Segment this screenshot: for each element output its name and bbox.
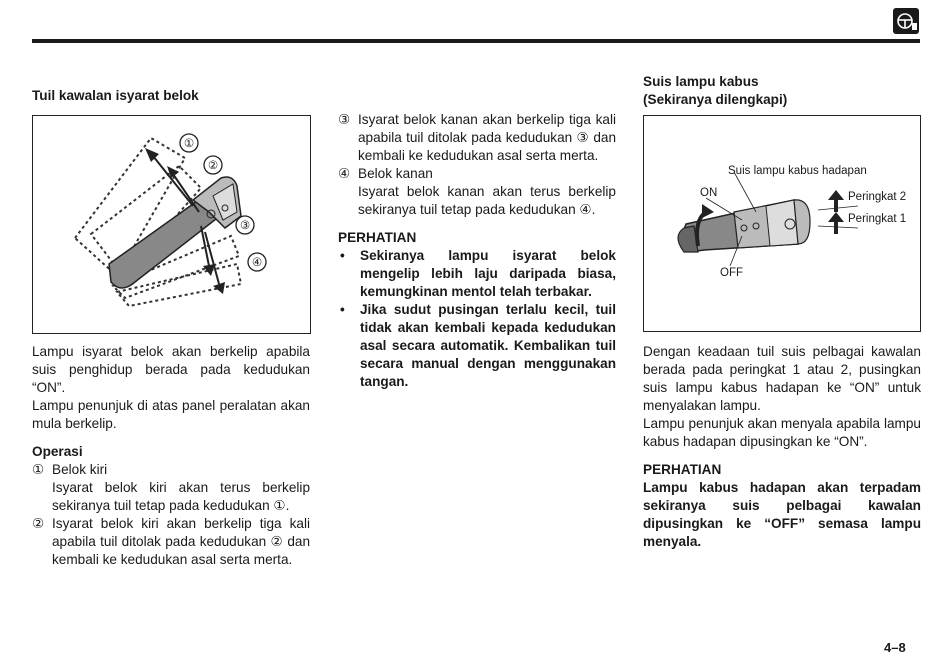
- op-item-1-text: Isyarat belok kiri akan terus berkelip sekiranya tuil tetap pada kedudukan ①.: [52, 480, 310, 513]
- op-item-2-text: Isyarat belok kiri akan berkelip tiga kali apabila tuil ditolak pada kedudukan ② dan kembali ke kedudukan asal serta merta.: [52, 516, 310, 567]
- op-item-2: [32, 515, 310, 569]
- bullet-marker: •: [340, 248, 345, 263]
- op-item-2-marker: ②: [32, 516, 45, 531]
- figure-label-3: ③: [239, 220, 251, 232]
- fog-lamp-subtitle: (Sekiranya dilengkapi): [643, 92, 788, 107]
- op-item-4: [338, 165, 616, 183]
- perhatian-bullet-1: [338, 247, 616, 301]
- header-rule: [32, 39, 920, 43]
- fog-label-stage-2: Peringkat 2: [848, 191, 907, 203]
- perhatian-heading-middle: PERHATIAN: [338, 230, 417, 245]
- fog-label-main: Suis lampu kabus hadapan: [728, 165, 867, 177]
- op-item-3-text: Isyarat belok kanan akan berkelip tiga kali apabila tuil ditolak pada kedudukan ③ dan kembali ke kedudukan asal serta merta.: [358, 112, 616, 163]
- steering-wheel-icon: [893, 8, 919, 34]
- fog-lamp-figure: [643, 115, 921, 332]
- bullet-marker: •: [340, 302, 345, 317]
- op-item-3: [338, 111, 616, 165]
- figure-label-1: ①: [183, 138, 195, 150]
- perhatian-heading-right: PERHATIAN: [643, 462, 722, 477]
- perhatian-bullet-2: [338, 301, 616, 391]
- turn-signal-intro: Lampu isyarat belok akan berkelip apabila suis penghidup berada pada kedudukan “ON”.: [32, 344, 310, 395]
- perhatian-bullet-2-text: Jika sudut pusingan terlalu kecil, tuil tidak akan kembali kepada kedudukan asal secara automatik. Kembalikan tuil secara manual dengan menggunakan tangan.: [360, 302, 616, 389]
- perhatian-bullet-1-text: Sekiranya lampu isyarat belok mengelip lebih laju daripada biasa, kemungkinan mentol telah terbakar.: [360, 248, 616, 299]
- left-column-body: [32, 343, 310, 569]
- op-item-1-marker: ①: [32, 462, 45, 477]
- fog-lamp-instructions: Dengan keadaan tuil suis pelbagai kawalan berada pada peringkat 1 atau 2, pusingkan suis lampu kabus hadapan ke “ON” untuk menyalakan lampu.: [643, 344, 921, 413]
- op-item-4-text: Isyarat belok kanan akan terus berkelip sekiranya tuil tetap pada kedudukan ④.: [358, 184, 616, 217]
- right-column-body: [643, 343, 921, 551]
- op-item-3-marker: ③: [338, 112, 351, 127]
- op-item-1: [32, 461, 310, 479]
- left-column: [32, 87, 310, 105]
- fog-lamp-diagram: [644, 116, 920, 331]
- right-column-header: [643, 73, 921, 109]
- operasi-heading: Operasi: [32, 444, 83, 459]
- fog-label-stage-1: Peringkat 1: [848, 213, 907, 225]
- page-number: 4–8: [884, 640, 906, 655]
- turn-signal-figure: [32, 115, 311, 334]
- op-item-4-title: Belok kanan: [358, 166, 433, 181]
- turn-signal-indicator-note: Lampu penunjuk di atas panel peralatan akan mula berkelip.: [32, 398, 310, 431]
- op-item-4-marker: ④: [338, 166, 351, 181]
- fog-label-off: OFF: [720, 267, 743, 279]
- op-item-1-title: Belok kiri: [52, 462, 108, 477]
- figure-label-4: ④: [251, 257, 263, 269]
- turn-signal-diagram: [33, 116, 310, 333]
- fog-lamp-title: Suis lampu kabus: [643, 74, 759, 89]
- middle-column: [338, 111, 616, 391]
- fog-lamp-warning: Lampu kabus hadapan akan terpadam sekiranya suis pelbagai kawalan dipusingkan ke “OFF” semasa lampu menyala.: [643, 480, 921, 549]
- figure-label-2: ②: [207, 160, 219, 172]
- section-title-turn-signal: Tuil kawalan isyarat belok: [32, 88, 199, 103]
- fog-label-on: ON: [700, 187, 718, 199]
- fog-lamp-indicator-note: Lampu penunjuk akan menyala apabila lampu kabus hadapan dipusingkan ke “ON”.: [643, 416, 921, 449]
